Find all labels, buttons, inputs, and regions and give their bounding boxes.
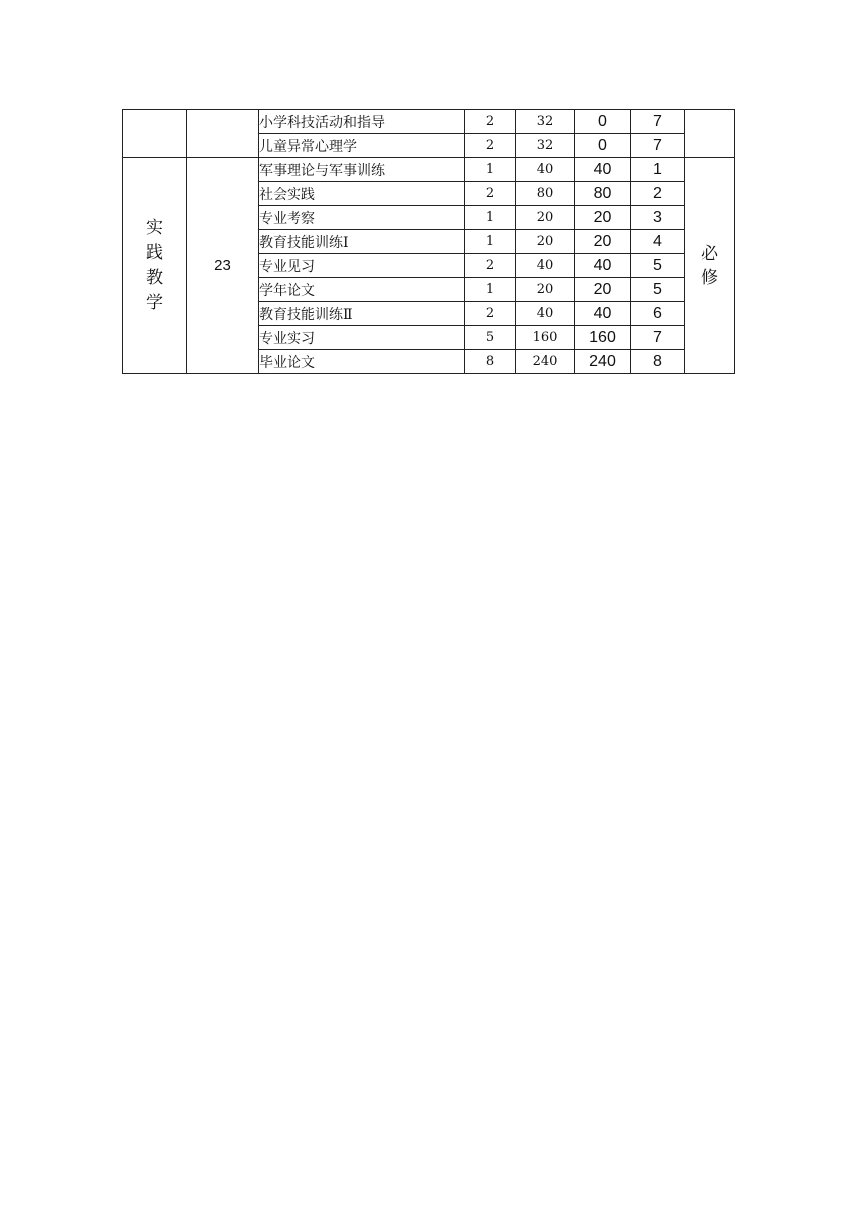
total-hours: 20 bbox=[516, 206, 575, 230]
semester: 7 bbox=[631, 134, 685, 158]
category-char: 教 bbox=[146, 267, 163, 288]
total-hours: 80 bbox=[516, 182, 575, 206]
practice-hours: 20 bbox=[575, 230, 631, 254]
credits: 1 bbox=[465, 206, 516, 230]
semester: 5 bbox=[631, 278, 685, 302]
total-hours: 240 bbox=[516, 350, 575, 374]
total-hours: 20 bbox=[516, 230, 575, 254]
course-name: 社会实践 bbox=[259, 182, 465, 206]
credits: 1 bbox=[465, 158, 516, 182]
credits: 5 bbox=[465, 326, 516, 350]
course-name: 毕业论文 bbox=[259, 350, 465, 374]
credits: 1 bbox=[465, 230, 516, 254]
course-name: 儿童异常心理学 bbox=[259, 134, 465, 158]
semester: 5 bbox=[631, 254, 685, 278]
course-name: 专业见习 bbox=[259, 254, 465, 278]
credits: 2 bbox=[465, 110, 516, 134]
nature-char: 必 bbox=[701, 243, 718, 264]
practice-hours: 40 bbox=[575, 158, 631, 182]
total-hours: 160 bbox=[516, 326, 575, 350]
table-row bbox=[123, 110, 735, 134]
credits: 2 bbox=[465, 302, 516, 326]
practice-hours: 40 bbox=[575, 254, 631, 278]
total-credits-cell-empty bbox=[187, 110, 259, 158]
practice-hours: 20 bbox=[575, 206, 631, 230]
nature-cell-empty bbox=[685, 110, 735, 158]
category-char: 实 bbox=[146, 217, 163, 238]
course-name: 教育技能训练Ⅰ bbox=[259, 230, 465, 254]
table-body bbox=[123, 110, 735, 374]
category-char: 践 bbox=[146, 242, 163, 263]
semester: 1 bbox=[631, 158, 685, 182]
practice-hours: 240 bbox=[575, 350, 631, 374]
practice-hours: 0 bbox=[575, 110, 631, 134]
total-hours: 40 bbox=[516, 254, 575, 278]
nature-char: 修 bbox=[701, 267, 718, 288]
semester: 3 bbox=[631, 206, 685, 230]
practice-hours: 0 bbox=[575, 134, 631, 158]
total-hours: 20 bbox=[516, 278, 575, 302]
total-hours: 32 bbox=[516, 134, 575, 158]
course-name: 教育技能训练Ⅱ bbox=[259, 302, 465, 326]
course-nature-cell bbox=[685, 158, 735, 374]
semester: 7 bbox=[631, 110, 685, 134]
semester: 8 bbox=[631, 350, 685, 374]
practice-hours: 40 bbox=[575, 302, 631, 326]
total-hours: 40 bbox=[516, 158, 575, 182]
credits: 8 bbox=[465, 350, 516, 374]
course-table bbox=[122, 109, 735, 374]
semester: 4 bbox=[631, 230, 685, 254]
course-name: 小学科技活动和指导 bbox=[259, 110, 465, 134]
course-name: 学年论文 bbox=[259, 278, 465, 302]
total-credits-cell: 23 bbox=[187, 158, 259, 374]
total-hours: 40 bbox=[516, 302, 575, 326]
semester: 2 bbox=[631, 182, 685, 206]
credits: 2 bbox=[465, 254, 516, 278]
semester: 7 bbox=[631, 326, 685, 350]
practice-hours: 20 bbox=[575, 278, 631, 302]
credits: 1 bbox=[465, 278, 516, 302]
course-name: 军事理论与军事训练 bbox=[259, 158, 465, 182]
category-cell bbox=[123, 158, 187, 374]
credits: 2 bbox=[465, 134, 516, 158]
category-char: 学 bbox=[146, 292, 163, 313]
practice-hours: 160 bbox=[575, 326, 631, 350]
practice-hours: 80 bbox=[575, 182, 631, 206]
course-name: 专业实习 bbox=[259, 326, 465, 350]
credits: 2 bbox=[465, 182, 516, 206]
category-cell-empty bbox=[123, 110, 187, 158]
table-row bbox=[123, 158, 735, 182]
course-name: 专业考察 bbox=[259, 206, 465, 230]
total-hours: 32 bbox=[516, 110, 575, 134]
semester: 6 bbox=[631, 302, 685, 326]
